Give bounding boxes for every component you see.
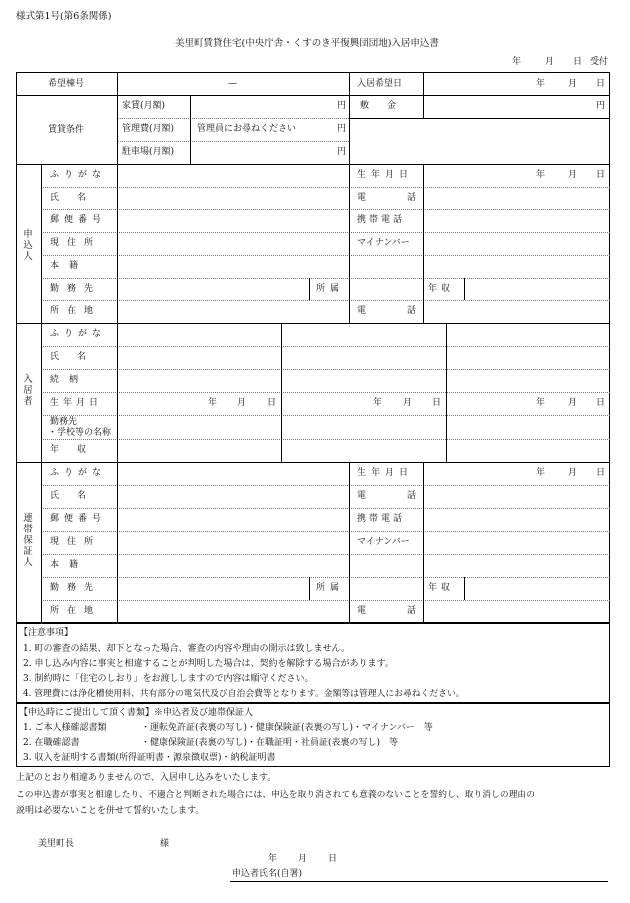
desired-unit-label: 希望棟号 [48, 79, 85, 89]
mayor-label: 美里町長 [38, 839, 75, 849]
management-fee-label: 管理費(月額) [122, 124, 175, 134]
lease-terms-label: 賃貸条件 [48, 125, 85, 135]
notes-title: 【注意事項】 [19, 628, 74, 638]
documents-box: 【申込時にご提出して頂く書類】※申込者及び連帯保証人 1. ご本人様確認書類 ・運転免許証(表裏の写し)・健康保険証(表裏の写し)・マイナンバー 等 2. 在職確認書 ・健康保険証(表裏の写し)・在職証明・社員証(表裏の写し) 等 3. 収入を証明する書類(所得証明書・源泉徴収票)・納税証明書 [16, 703, 610, 767]
declaration-line-1: 上記のとおり相違ありませんので、入居申し込みをいたします。 [16, 773, 277, 783]
rent-label: 家賃(月額) [122, 101, 166, 111]
guarantor-section-label: 連帯保証人 [23, 513, 33, 568]
applicant-section-label: 申込人 [23, 229, 33, 262]
form-number: 様式第1号(第6条関係) [16, 11, 112, 22]
management-fee-value: 管理員にお尋ねください [197, 124, 297, 134]
move-in-date-label: 入居希望日 [357, 79, 403, 89]
resident-section-label: 入居者 [23, 374, 33, 407]
signature-line[interactable] [230, 881, 608, 882]
application-table [16, 72, 610, 623]
notes-box: 【注意事項】 1. 町の審査の結果、却下となった場合、審査の内容や理由の開示は致しません。 2. 申し込み内容に事実と相違することが判明した場合は、契約を解除する場合があります。 3. 制約時に「住宅のしおり」をお渡ししますので内容は順守ください。 4. 管理費には浄化槽使用料、共有部分の電気代及び自治会費等となります。金額等は管理人にお尋ねください。 [16, 623, 610, 703]
parking-label: 駐車場(月額) [122, 147, 175, 157]
deposit-label: 敷 金 [360, 101, 397, 111]
signature-label: 申込者氏名(自署) [232, 869, 303, 879]
sama-label: 様 [160, 839, 170, 849]
form-title: 美里町賃貸住宅(中央庁舎・くすのき平復興団団地)入居申込書 [175, 38, 439, 49]
declaration-line-2: この申込書が事実と相違したり、不適合と判断された場合には、申込を取り消されても意義のないことを誓約し、取り消しの理由の [16, 790, 536, 800]
declaration-line-3: 説明は必要ないことを併せて誓約いたします。 [16, 806, 205, 816]
documents-title: 【申込時にご提出して頂く書類】※申込者及び連帯保証人 [19, 708, 254, 718]
desired-unit-value[interactable]: — [228, 79, 237, 89]
